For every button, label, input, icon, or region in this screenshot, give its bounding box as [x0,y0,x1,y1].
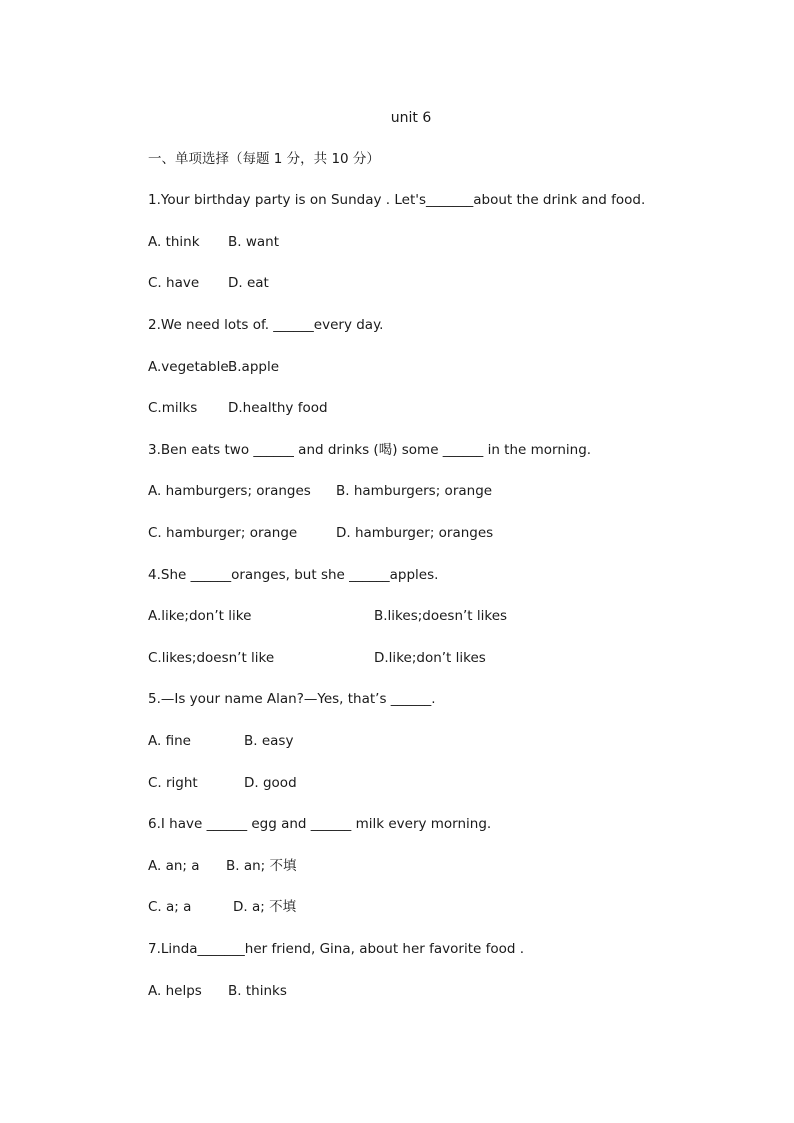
option-c: C. have [148,275,200,291]
option-b: B. want [228,234,280,250]
option-b: B. thinks [228,983,287,999]
option-c: C.milks [148,400,198,416]
option-d: D.healthy food [228,400,328,416]
option-b: B. an; 不填 [226,858,297,874]
option-d: D. a; 不填 [233,899,297,915]
question-stem: 6.I have ______ egg and ______ milk every morning. [148,816,492,832]
question-stem: 1.Your birthday party is on Sunday . Let's_______about the drink and food. [148,192,646,208]
option-b: B. hamburgers; orange [336,483,493,499]
question-stem: 3.Ben eats two ______ and drinks (喝) some ______ in the morning. [148,442,592,458]
option-d: D. good [244,775,297,791]
option-a: A. hamburgers; oranges [148,483,311,499]
section-heading: 一、单项选择（每题 1 分，共 10 分） [148,151,380,167]
question-stem: 2.We need lots of. ______every day. [148,317,384,333]
option-a: A. fine [148,733,191,749]
option-a: A.vegetable [148,359,229,375]
question-stem: 4.She ______oranges, but she ______apples. [148,567,439,583]
option-a: A. think [148,234,200,250]
question-stem: 5.—Is your name Alan?—Yes, that’s ______. [148,691,436,707]
page-title: unit 6 [390,110,432,126]
option-b: B.apple [228,359,280,375]
option-c: C.likes;doesn’t like [148,650,275,666]
option-b: B. easy [244,733,294,749]
question-stem: 7.Linda_______her friend, Gina, about her favorite food . [148,941,525,957]
option-c: C. right [148,775,198,791]
option-c: C. a; a [148,899,192,915]
option-d: D.like;don’t likes [374,650,486,666]
option-d: D. hamburger; oranges [336,525,494,541]
option-a: A. helps [148,983,202,999]
option-c: C. hamburger; orange [148,525,298,541]
option-a: A. an; a [148,858,200,874]
option-a: A.like;don’t like [148,608,252,624]
option-d: D. eat [228,275,269,291]
option-b: B.likes;doesn’t likes [374,608,508,624]
